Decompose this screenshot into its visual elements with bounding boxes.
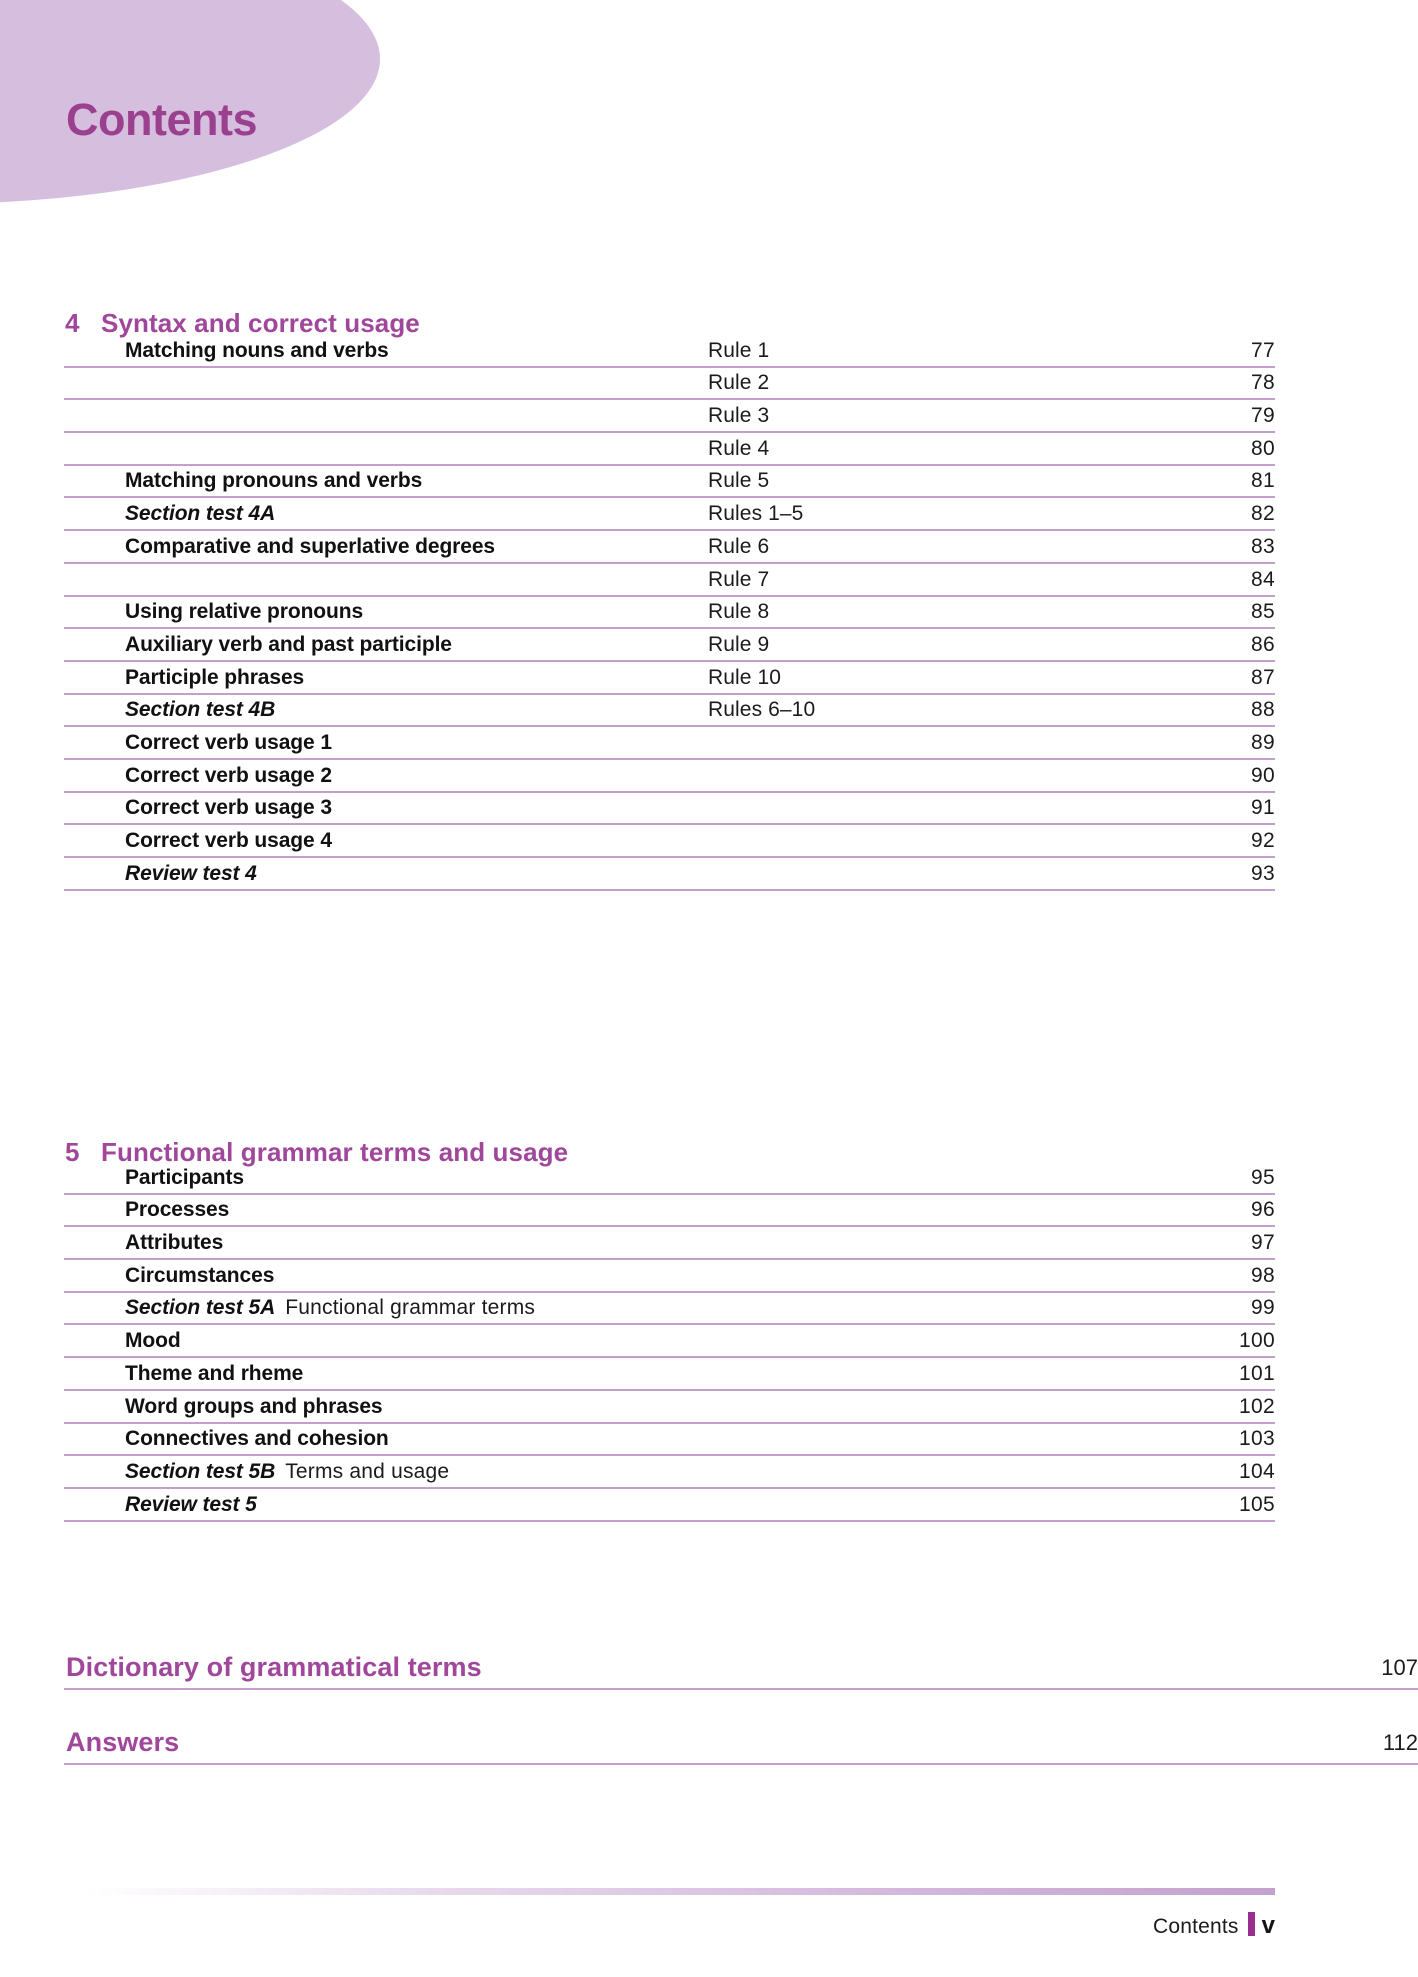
row-page-number: 90 <box>1251 763 1275 787</box>
section-number: 5 <box>65 1137 80 1167</box>
row-subtitle: Functional grammar terms <box>285 1296 536 1320</box>
row-page-number: 80 <box>1251 436 1275 460</box>
row-page-number: 91 <box>1251 796 1275 820</box>
row-page-number: 88 <box>1251 698 1275 722</box>
contents-row[interactable] <box>64 368 1275 401</box>
section-row-list <box>0 335 1354 891</box>
row-title: Comparative and superlative degrees <box>125 534 495 558</box>
footer-label-text: Contents <box>1152 1915 1239 1938</box>
section-row-list <box>0 1162 1354 1522</box>
row-page-number: 84 <box>1251 567 1275 591</box>
row-page-number: 102 <box>1239 1394 1275 1418</box>
footer <box>1153 1909 1275 1940</box>
row-page-number: 81 <box>1251 469 1275 493</box>
row-title-emphasis: Review test 5 <box>125 1492 257 1516</box>
contents-row[interactable] <box>64 1260 1275 1293</box>
row-title: Participle phrases <box>125 665 305 689</box>
row-subtitle: Terms and usage <box>285 1459 450 1483</box>
row-title-emphasis: Review test 4 <box>125 861 257 885</box>
contents-row[interactable] <box>64 1195 1275 1228</box>
row-page-number: 86 <box>1251 632 1275 656</box>
row-title: Attributes <box>125 1231 224 1255</box>
row-title: Participants <box>125 1165 245 1189</box>
footer-divider <box>85 1888 1275 1895</box>
row-page-number: 104 <box>1239 1459 1275 1483</box>
row-page-number: 89 <box>1251 730 1275 754</box>
contents-row[interactable] <box>64 1358 1275 1391</box>
contents-row[interactable] <box>64 1325 1275 1358</box>
row-title <box>125 1460 449 1484</box>
row-rule-reference: Rule 4 <box>708 436 770 460</box>
contents-row[interactable] <box>64 825 1275 858</box>
row-title: Correct verb usage 4 <box>125 829 332 852</box>
row-title: Word groups and phrases <box>125 1394 383 1418</box>
row-page-number: 87 <box>1251 665 1275 689</box>
row-rule-reference: Rules 6–10 <box>708 698 816 722</box>
contents-row[interactable] <box>64 564 1275 597</box>
row-rule-reference: Rule 8 <box>708 600 770 624</box>
row-page-number: 99 <box>1251 1296 1275 1320</box>
row-title-emphasis: Section test 4A <box>125 502 276 526</box>
contents-row[interactable] <box>64 1489 1275 1522</box>
row-page-number: 83 <box>1251 534 1275 558</box>
contents-row[interactable] <box>64 531 1275 564</box>
contents-row[interactable] <box>64 1162 1275 1195</box>
row-title <box>125 862 257 886</box>
contents-row[interactable] <box>64 793 1275 826</box>
row-title: Circumstances <box>125 1263 275 1287</box>
section-4 <box>0 308 1354 885</box>
row-rule-reference: Rule 10 <box>708 665 782 689</box>
row-page-number: 79 <box>1251 404 1275 428</box>
row-page-number: 78 <box>1251 371 1275 395</box>
row-page-number: 82 <box>1251 502 1275 526</box>
contents-row[interactable] <box>64 1227 1275 1260</box>
row-title: Correct verb usage 1 <box>125 730 332 754</box>
contents-row[interactable] <box>64 433 1275 466</box>
contents-row[interactable] <box>64 1424 1275 1457</box>
row-page-number: 93 <box>1251 861 1275 885</box>
section-number: 4 <box>65 308 80 338</box>
row-rule-reference: Rules 1–5 <box>708 502 804 526</box>
row-rule-reference: Rule 9 <box>708 632 770 656</box>
footer-bar-icon <box>1248 1912 1255 1936</box>
row-page-number: 95 <box>1251 1165 1275 1189</box>
row-title <box>125 1493 257 1517</box>
contents-row[interactable] <box>64 498 1275 531</box>
back-matter-title: Answers <box>66 1727 180 1757</box>
row-title: Auxiliary verb and past participle <box>125 632 452 656</box>
row-page-number: 105 <box>1239 1492 1275 1516</box>
row-page-number: 85 <box>1251 600 1275 624</box>
section-heading-4 <box>0 310 1354 336</box>
row-title: Correct verb usage 3 <box>125 796 332 820</box>
row-title: Theme and rheme <box>125 1361 304 1385</box>
row-page-number: 98 <box>1251 1263 1275 1287</box>
contents-row[interactable] <box>64 858 1275 891</box>
row-title-emphasis: Section test 4B <box>125 698 276 722</box>
back-matter-title: Dictionary of grammatical terms <box>66 1652 482 1682</box>
contents-row[interactable] <box>64 466 1275 499</box>
row-title: Matching nouns and verbs <box>125 338 389 362</box>
contents-row[interactable] <box>64 695 1275 728</box>
row-title: Matching pronouns and verbs <box>125 469 423 493</box>
contents-row[interactable] <box>64 629 1275 662</box>
section-name: Functional grammar terms and usage <box>101 1137 569 1167</box>
contents-row[interactable] <box>64 760 1275 793</box>
row-title-emphasis: Section test 5B <box>125 1459 276 1483</box>
row-rule-reference: Rule 7 <box>708 567 770 591</box>
row-page-number: 77 <box>1251 338 1275 362</box>
row-title <box>125 502 275 526</box>
row-rule-reference: Rule 3 <box>708 404 770 428</box>
section-5 <box>0 1137 1354 1516</box>
row-title: Mood <box>125 1329 181 1353</box>
contents-row[interactable] <box>64 727 1275 760</box>
section-name: Syntax and correct usage <box>101 308 420 338</box>
contents-row[interactable] <box>64 335 1275 368</box>
row-title <box>125 698 275 722</box>
row-title: Using relative pronouns <box>125 600 364 624</box>
row-title: Processes <box>125 1198 230 1222</box>
back-matter-row[interactable] <box>64 1640 1418 1690</box>
row-page-number: 101 <box>1239 1361 1275 1385</box>
row-rule-reference: Rule 1 <box>708 338 770 362</box>
row-page-number: 100 <box>1239 1329 1275 1353</box>
row-rule-reference: Rule 5 <box>708 469 770 493</box>
page-title: Contents <box>66 94 257 145</box>
row-title: Connectives and cohesion <box>125 1427 389 1451</box>
back-matter-page-number: 107 <box>1381 1655 1418 1680</box>
footer-page-number: v <box>1261 1912 1275 1939</box>
contents-row[interactable] <box>64 1456 1275 1489</box>
contents-row[interactable] <box>64 597 1275 630</box>
contents-row[interactable] <box>64 400 1275 433</box>
row-page-number: 97 <box>1251 1231 1275 1255</box>
back-matter-row[interactable] <box>64 1715 1418 1765</box>
row-page-number: 92 <box>1251 829 1275 852</box>
row-title: Correct verb usage 2 <box>125 763 332 787</box>
contents-row[interactable] <box>64 1293 1275 1326</box>
back-matter-page-number: 112 <box>1382 1730 1418 1755</box>
row-page-number: 96 <box>1251 1198 1275 1222</box>
row-rule-reference: Rule 6 <box>708 534 770 558</box>
contents-row[interactable] <box>64 662 1275 695</box>
row-title-emphasis: Section test 5A <box>125 1296 276 1320</box>
row-title <box>125 1296 535 1320</box>
contents-row[interactable] <box>64 1391 1275 1424</box>
row-page-number: 103 <box>1239 1427 1275 1451</box>
row-rule-reference: Rule 2 <box>708 371 770 395</box>
